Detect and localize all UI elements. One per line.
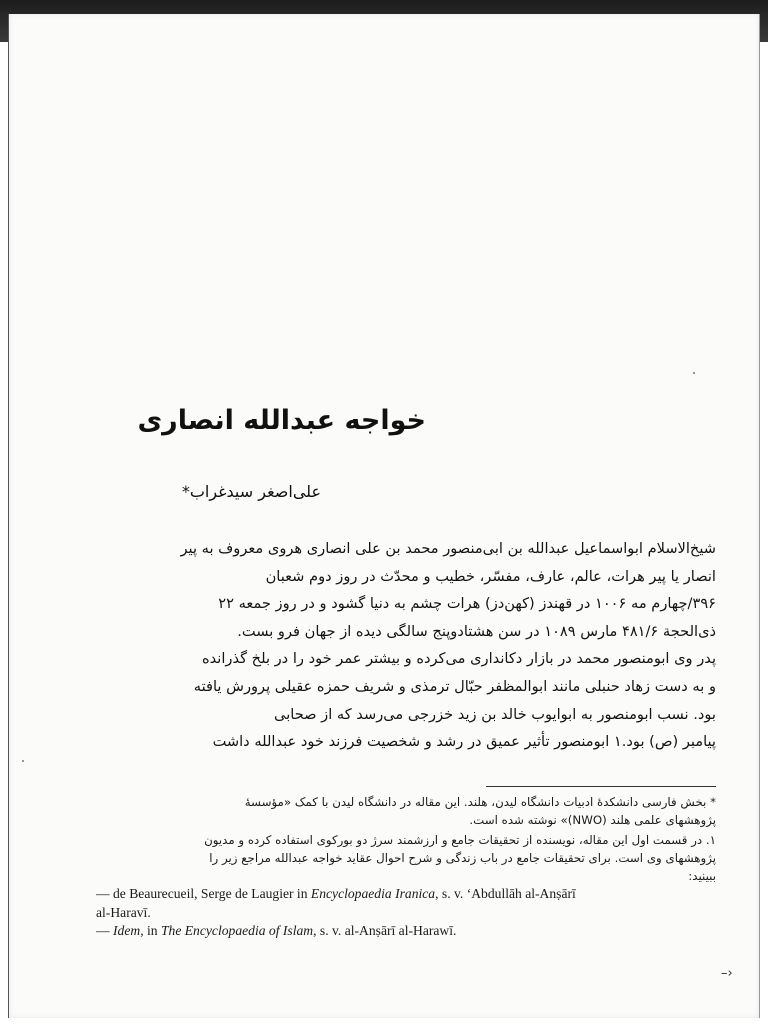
- reference-prefix: — de Beaurecueil, Serge de Laugier in: [96, 886, 311, 902]
- body-line: ذی‌الحجة ۴۸۱/۶ مارس ۱۰۸۹ در سن هشتادوپنج سالگی دیده از جهان فرو بست.: [237, 622, 716, 640]
- scan-speck: [693, 372, 695, 374]
- body-line: بود. نسب ابومنصور به ابوایوب خالد بن زید خزرجی می‌رسد که از صحابی: [274, 705, 716, 723]
- reference-suffix: , s. v. al-Anṣārī al-Harawī.: [313, 923, 457, 939]
- page-content: [96, 0, 733, 1024]
- footnote-star-line: پژوهشهای علمی هلند (NWO)» نوشته شده است.: [469, 813, 716, 828]
- reference-iranica-continued: al-Haravī.: [96, 904, 151, 920]
- body-line: انصار یا پیر هرات، عالم، عارف، مفسّر، خطیب و محدّث در روز دوم شعبان: [265, 567, 716, 585]
- body-line: پیامبر (ص) بود.۱ ابومنصور تأثیر عمیق در رشد و شخصیت فرزند خود عبدالله داشت: [212, 733, 716, 751]
- article-body: [96, 535, 716, 756]
- body-line: و به دست زهاد حنبلی مانند ابوالمظفر حبّال ترمذی و شریف حمزه عقیلی پرورش یافته: [193, 677, 716, 695]
- body-line: پدر وی ابومنصور محمد در بازار دکانداری می‌کرده و بیشتر عمر خود را در بلخ گذرانده: [201, 650, 716, 668]
- footnotes: [96, 793, 716, 941]
- article-author: علی‌اصغر سیدغراب*: [181, 482, 321, 501]
- reference-idem: Idem: [113, 923, 141, 939]
- body-line: ۳۹۶/چهارم مه ۱۰۰۶ در قهندز (کهن‌دز) هرات چشم به دنیا گشود و در روز جمعه ۲۲: [218, 595, 716, 613]
- scan-speck: [22, 760, 24, 762]
- body-line: شیخ‌الاسلام ابواسماعیل عبدالله بن ابی‌منصور محمد بن علی انصاری هروی معروف به پیر: [180, 540, 716, 557]
- reference-suffix: , s. v. ‘Abdullāh al-Anṣārī: [435, 886, 576, 902]
- reference-work-title: Encyclopaedia Iranica: [310, 886, 436, 902]
- continuation-arrow-icon: –›: [721, 966, 733, 981]
- article-title: خواجه عبدالله انصاری: [137, 405, 426, 436]
- reference-mid: , in: [140, 923, 161, 939]
- reference-work-title: The Encyclopaedia of Islam: [160, 923, 314, 939]
- footnote-divider: [486, 786, 716, 787]
- reference-iranica: [96, 885, 716, 904]
- footnote-1-line: ۱. در قسمت اول این مقاله، نویسنده از تحقیقات جامع و ارزشمند سرژ دو بورکوی استفاده کرده و مدیون: [204, 832, 716, 847]
- reference-islam: [96, 922, 716, 941]
- footnote-1-line: ببینید:: [688, 869, 716, 884]
- footnote-star-line: * بخش فارسی دانشکدهٔ ادبیات دانشگاه لیدن، هلند. این مقاله در دانشگاه لیدن با کمک «مؤسسهٔ: [244, 795, 716, 809]
- footnote-1-line: پژوهشهای وی است. برای تحقیقات جامع در باب زندگی و شرح احوال عقاید خواجه عبدالله مراجع زیر را: [209, 850, 716, 865]
- reference-prefix: —: [96, 923, 113, 939]
